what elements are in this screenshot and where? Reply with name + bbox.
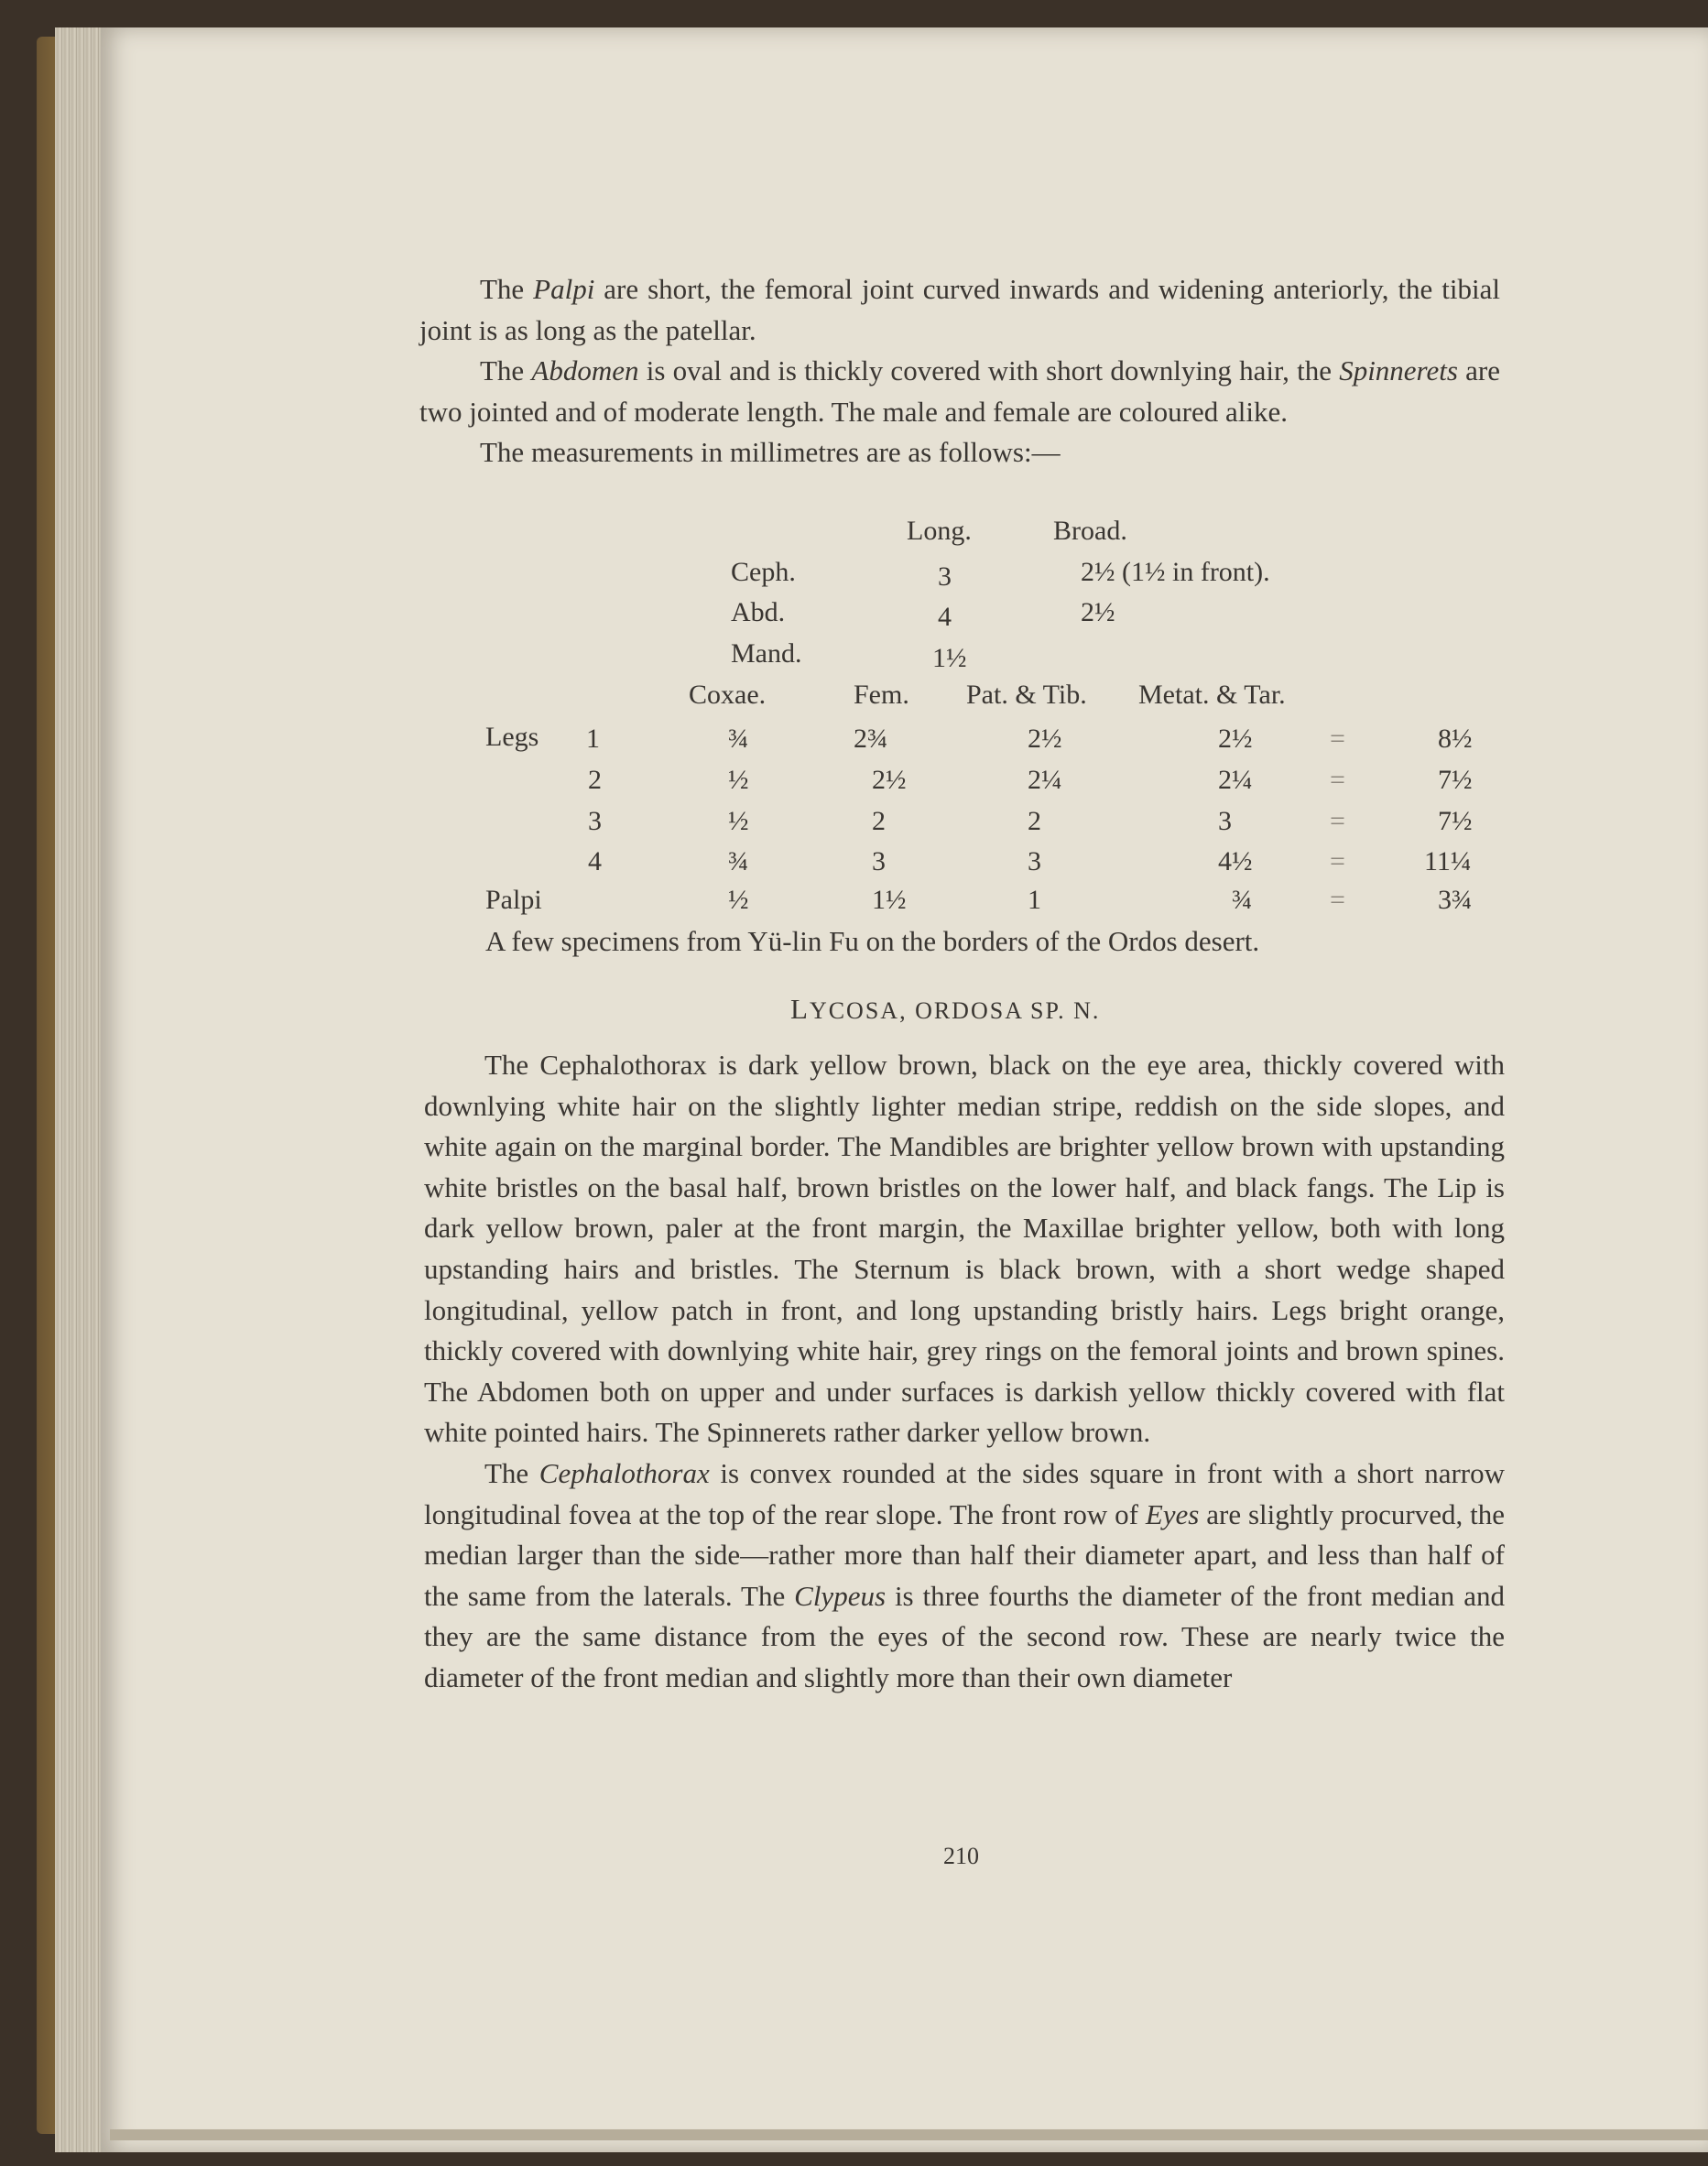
leg-1-pat-tib: 2½ [1028,724,1062,754]
col-coxae-header: Coxae. [689,680,767,710]
specimens-line: A few specimens from Yü-lin Fu on the borders of the Ordos desert. [485,925,1260,957]
leg-number: 4 [588,846,602,876]
leg-3-total: 7½ [1438,806,1473,836]
top-text-block [419,269,1500,473]
leg-2-coxae: ½ [728,765,749,795]
page-bottom-edge [110,2129,1708,2140]
palpi-pat-tib: 1 [1028,885,1041,915]
col-broad-header: Broad. [1053,516,1127,546]
equals-sign: = [1330,806,1345,836]
term-clypeus: Clypeus [794,1579,887,1612]
term-eyes: Eyes [1145,1497,1200,1530]
legs-label: Legs [485,722,539,752]
leg-4-total: 11¼ [1424,846,1472,876]
leg-number: 2 [588,765,602,795]
row-label-abd: Abd. [731,597,786,627]
leg-1-fem: 2¾ [854,724,888,754]
leg-4-coxae: ¾ [728,846,749,876]
col-fem-header: Fem. [854,680,909,710]
leg-2-metat-tar: 2¼ [1218,765,1253,795]
palpi-total: 3¾ [1438,885,1473,915]
leg-4-pat-tib: 3 [1028,846,1041,876]
leg-3-pat-tib: 2 [1028,806,1041,836]
measurements-intro: The measurements in millimetres are as follows:— [480,436,1061,469]
leg-3-fem: 2 [872,806,886,836]
page-number: 210 [943,1843,979,1869]
paragraph-coloration: The Cephalothorax is dark yellow brown, black on the eye area, thickly covered with downlying white hair on the slightly lighter median stripe, reddish on the side slopes, and white again on the marginal border. The Mandibles are brighter yellow brown with upstanding white bristles on the basal half, brown bristles on the lower half, and black fangs. The Lip is dark yellow brown, paler at the front margin, the Maxillae brighter yellow, both with long upstanding hairs and bristles. The Sternum is black brown, with a short wedge shaped longitudinal, yellow patch in front, and long upstanding bristly hairs. Legs bright orange, thickly covered with downlying white hair, grey rings on the femoral joints and brown spines. The Abdomen both on upper and under surfaces is darkish yellow thickly covered with flat white pointed hairs. The Spinnerets rather darker yellow brown. [424,1049,1505,1449]
equals-sign: = [1330,885,1345,915]
paragraph-structure: The Cephalothorax is convex rounded at the sides square in front with a short narrow longitudinal fovea at the top of the rear slope. The front row of Eyes are slightly procurved, the median larger than the side—rather more than half their diameter apart, and less than half of the same from the laterals. The Clypeus is three fourths the diameter of the front median and they are the same distance from the eyes of the second row. These are nearly twice the diameter of the front median and slightly more than their own diameter [424,1456,1505,1693]
leg-2-pat-tib: 2¼ [1028,765,1062,795]
equals-sign: = [1330,724,1345,754]
leg-number: 1 [586,724,600,754]
term-cephalothorax: Cephalothorax [539,1456,710,1489]
leg-2-fem: 2½ [872,765,907,795]
leg-4-fem: 3 [872,846,886,876]
paragraph-palpi: The Palpi are short, the femoral joint curved inwards and widening anteriorly, the tibial joint is as long as the patellar. [419,273,1500,346]
row-label-mand: Mand. [731,638,802,669]
term-spinnerets: Spinnerets [1339,354,1458,387]
abd-broad: 2½ [1081,597,1115,627]
species-heading: LYCOSA, ORDOSA SP. N. [790,993,1101,1025]
col-long-header: Long. [907,516,972,546]
leg-1-total: 8½ [1438,724,1473,754]
palpi-coxae: ½ [728,885,749,915]
ceph-broad: 2½ (1½ in front). [1081,557,1270,587]
palpi-label: Palpi [485,885,542,915]
leg-1-metat-tar: 2½ [1218,724,1253,754]
palpi-fem: 1½ [872,885,907,915]
leg-1-coxae: ¾ [728,724,749,754]
row-label-ceph: Ceph. [731,557,796,587]
mand-long: 1½ [932,643,967,673]
term-abdomen: Abdomen [531,354,639,387]
leg-3-metat-tar: 3 [1218,806,1232,836]
term-palpi: Palpi [533,273,595,305]
description-block [424,1045,1505,1699]
leg-4-metat-tar: 4½ [1218,846,1253,876]
palpi-metat-tar: ¾ [1232,885,1253,915]
leg-2-total: 7½ [1438,765,1473,795]
ceph-long: 3 [938,561,952,592]
leg-number: 3 [588,806,602,836]
leg-3-coxae: ½ [728,806,749,836]
col-pat-tib-header: Pat. & Tib. [966,680,1087,710]
paragraph-abdomen: The Abdomen is oval and is thickly covered with short downlying hair, the Spinnerets are two jointed and of moderate length. The male and female are coloured alike. [419,354,1500,428]
equals-sign: = [1330,765,1345,795]
equals-sign: = [1330,846,1345,876]
abd-long: 4 [938,602,952,632]
col-metat-tar-header: Metat. & Tar. [1138,680,1286,710]
